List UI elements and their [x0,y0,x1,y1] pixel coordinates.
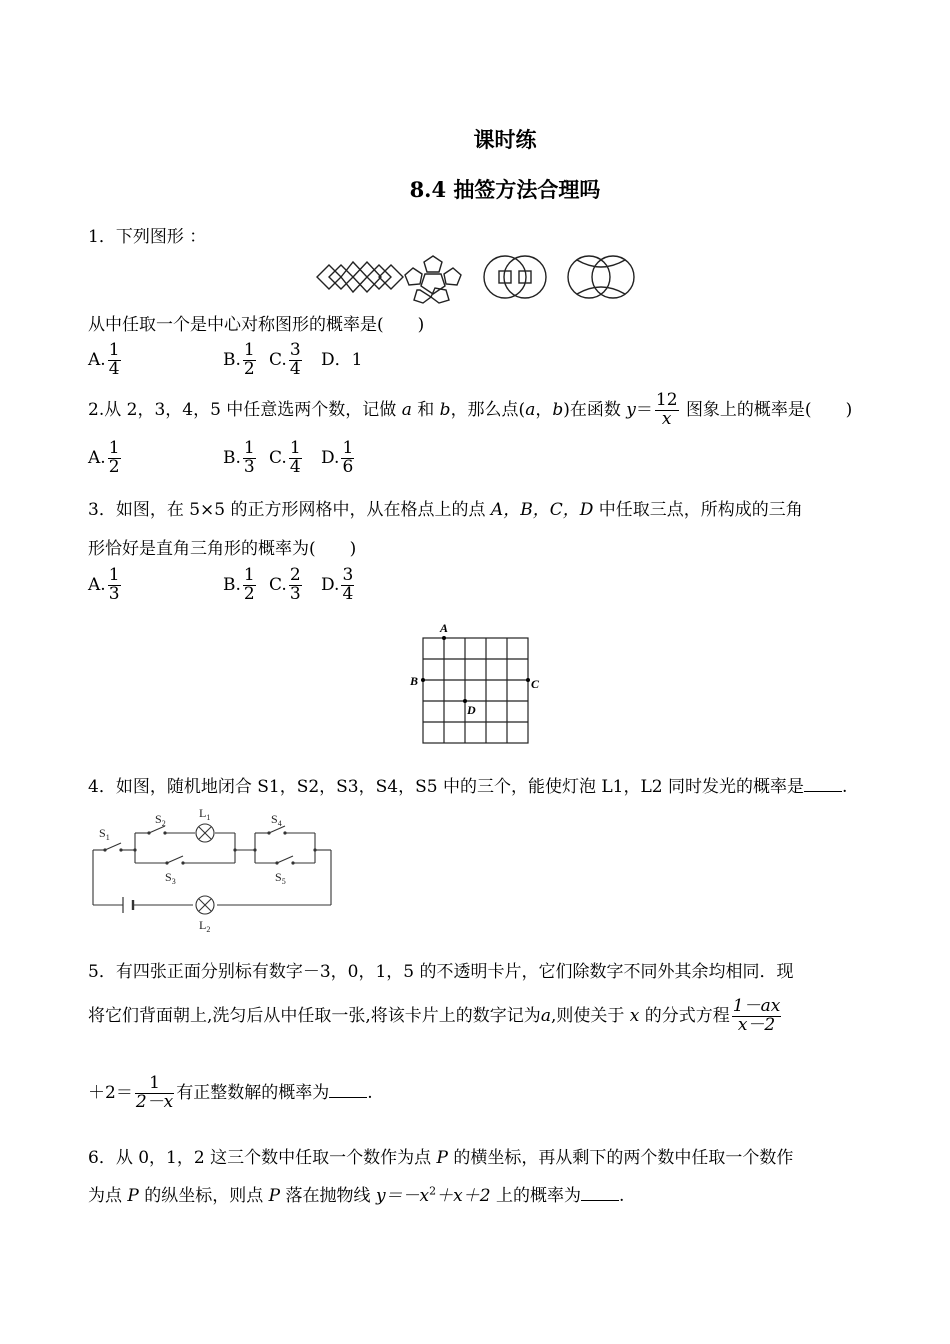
battery-icon [123,897,133,913]
q1-figures [315,252,640,304]
page-title: 课时练 [473,127,537,152]
svg-text:L1: $L_1$ [199,806,211,822]
q1-option-c[interactable]: C. $\frac{3}{4}$ [269,340,301,379]
q3-grid-figure [400,618,550,752]
svg-text:S3: $S_3$ [165,870,176,886]
q1-number: 1． [88,227,116,247]
svg-text:L2: $L_2$ [199,918,211,934]
svg-text:S2: $S_2$ [155,812,166,828]
pentagon-flower-figure [405,256,461,303]
q3-option-c[interactable]: C. $\frac{2}{3}$ [269,565,301,604]
point-b [421,678,425,682]
q4-circuit-figure [85,805,345,935]
coin-circles-figure [484,256,546,298]
q1-options [88,342,362,379]
q3-option-a[interactable]: A. $\frac{1}{3}$ [88,565,120,604]
q1-line1 [88,222,206,247]
q2-option-c[interactable]: C. $\frac{1}{4}$ [269,438,301,477]
q3-option-b[interactable]: B. $\frac{1}{2}$ [223,565,255,604]
circuit-labels [99,806,286,934]
point-a [442,636,446,640]
q2-option-b[interactable]: B. $\frac{1}{3}$ [223,438,255,477]
q3-options [88,567,356,604]
label-a: A [440,621,449,635]
q6-line2: 为点 P 的纵坐标，则点 P 落在抛物线 $y=-x^2+x+2$ 上的概率为 . [88,1184,625,1206]
q2-options [88,440,356,477]
bulb-l2-icon [196,896,214,914]
q4-answer-blank[interactable] [804,777,842,792]
svg-text:S5: $S_5$ [275,870,286,886]
q5-line1: 5．有四张正面分别标有数字－3，0，1，5 的不透明卡片，它们除数字不同外其余均相同．现 [88,962,794,982]
q4-line1: 4．如图，随机地闭合 S1，S2，S3，S4，S5 中的三个，能使灯泡 L1，L2 同时发光的概率是 . [88,777,848,797]
q1-option-b[interactable]: B. $\frac{1}{2}$ [223,340,255,379]
svg-text:S4: $S_4$ [271,812,282,828]
q1-line2: 从中任取一个是中心对称图形的概率是( ) [88,315,425,335]
point-c [526,678,530,682]
q6-answer-blank[interactable] [581,1186,619,1201]
q5-line2: 将它们背面朝上,洗匀后从中任取一张,将该卡片上的数字记为a,则使关于 x 的分式方程 $\frac{1-ax}{x-2}$ [88,996,781,1035]
q5-line3: ＋2＝ $\frac{1}{2-x}$ 有正整数解的概率为 . [88,1073,373,1112]
label-c: C [531,677,540,691]
knot-figure [317,262,403,292]
q3-line1: 3．如图，在 5×5 的正方形网格中，从在格点上的点 A，B，C，D 中任取三点，所构成的三角 [88,500,803,520]
q2-option-d[interactable]: D. $\frac{1}{6}$ [321,438,354,477]
q3-option-d[interactable]: D. $\frac{3}{4}$ [321,565,354,604]
q1-option-a[interactable]: A. $\frac{1}{4}$ [88,340,120,379]
q6-line1: 6．从 0，1，2 这三个数中任取一个数作为点 P 的横坐标，再从剩下的两个数中任取一个数作 [88,1148,794,1168]
grid-lines [423,638,528,743]
q1-option-d[interactable]: D．1 [321,349,363,370]
q2-option-a[interactable]: A. $\frac{1}{2}$ [88,438,120,477]
page-subtitle: 8.4 抽签方法合理吗 [409,177,601,202]
label-d: D [467,703,476,717]
q1-text: 下列图形 ： [115,227,207,247]
q3-line2: 形恰好是直角三角形的概率为( ) [88,539,357,559]
q2-line1: 2.从 2，3，4，5 中任意选两个数，记做 a 和 b，那么点(a，b)在函数 y＝ $\frac{12}{x}$ 图象上的概率是( ) [88,390,853,429]
bulb-l1-icon [196,824,214,842]
svg-text:S1: $S_1$ [99,826,110,842]
arc-circles-figure [568,256,634,298]
q5-answer-blank[interactable] [329,1083,367,1098]
label-b: B [410,674,419,688]
